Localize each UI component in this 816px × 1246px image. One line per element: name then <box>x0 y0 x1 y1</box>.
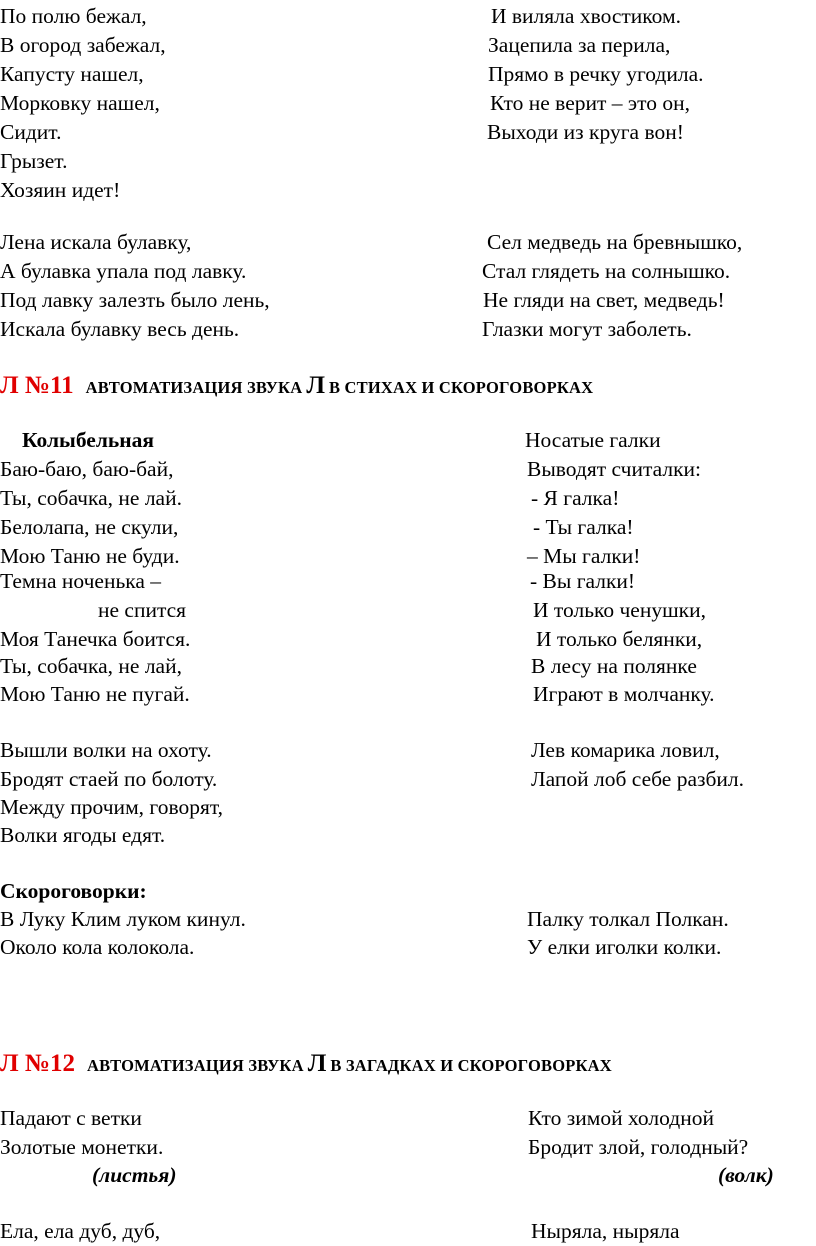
verse-line: Выводят считалки: <box>527 457 701 481</box>
verse-line: Темна ноченька – <box>0 569 162 593</box>
verse-line: Золотые монетки. <box>0 1135 164 1159</box>
section-letter: Л <box>307 1050 327 1077</box>
verse-line: Белолапа, не скули, <box>0 515 179 539</box>
verse-line: В лесу на полянке <box>531 654 697 678</box>
verse-line: Капусту нашел, <box>0 62 144 86</box>
verse-line: Глазки могут заболеть. <box>482 317 692 341</box>
verse-line: И виляла хвостиком. <box>491 4 681 28</box>
section-caption: АВТОМАТИЗАЦИЯ ЗВУКА <box>87 1056 304 1075</box>
verse-line: - Я галка! <box>531 486 620 510</box>
verse-line: Сел медведь на бревнышко, <box>487 230 743 254</box>
section-heading <box>0 1047 612 1084</box>
verse-line: не спится <box>98 598 187 622</box>
verse-line: Прямо в речку угодила. <box>488 62 704 86</box>
verse-line: Под лавку залезть было лень, <box>0 288 270 312</box>
verse-line: Между прочим, говорят, <box>0 795 223 819</box>
verse-line: Мою Таню не буди. <box>0 544 180 568</box>
verse-line: В огород забежал, <box>0 33 166 57</box>
verse-line: Грызет. <box>0 149 68 173</box>
verse-line: У елки иголки колки. <box>527 935 722 959</box>
riddle-answer: (листья) <box>92 1163 177 1187</box>
verse-line: Зацепила за перила, <box>488 33 671 57</box>
verse-line: Не гляди на свет, медведь! <box>483 288 725 312</box>
verse-line: А булавка упала под лавку. <box>0 259 247 283</box>
verse-line: Кто не верит – это он, <box>490 91 690 115</box>
section-caption: В СТИХАХ И СКОРОГОВОРКАХ <box>328 378 594 397</box>
verse-line: Вышли волки на охоту. <box>0 738 212 762</box>
verse-line: И только белянки, <box>536 627 703 651</box>
section-caption: АВТОМАТИЗАЦИЯ ЗВУКА <box>85 378 303 397</box>
tongue-twisters-title: Скороговорки: <box>0 879 147 903</box>
verse-line: – Мы галки! <box>527 544 641 568</box>
verse-line: Выходи из круга вон! <box>487 120 684 144</box>
verse-line: В Луку Клим луком кинул. <box>0 907 246 931</box>
verse-line: Ныряла, ныряла <box>531 1219 680 1243</box>
verse-line: Морковку нашел, <box>0 91 160 115</box>
poem-title: Колыбельная <box>22 428 155 452</box>
verse-line: Ты, собачка, не лай. <box>0 486 182 510</box>
verse-line: Бродят стаей по болоту. <box>0 767 218 791</box>
verse-line: Кто зимой холодной <box>528 1106 714 1130</box>
section-heading <box>0 369 593 406</box>
verse-line: - Ты галка! <box>533 515 634 539</box>
verse-line: Моя Танечка боится. <box>0 627 191 651</box>
section-caption: В ЗАГАДКАХ И СКОРОГОВОРКАХ <box>330 1056 612 1075</box>
verse-line: Ты, собачка, не лай, <box>0 654 182 678</box>
verse-line: - Вы галки! <box>530 569 636 593</box>
verse-line: Баю-баю, баю-бай, <box>0 457 174 481</box>
verse-line: Лапой лоб себе разбил. <box>531 767 745 791</box>
verse-line: Волки ягоды едят. <box>0 823 166 847</box>
verse-line: Падают с ветки <box>0 1106 142 1130</box>
verse-line: По полю бежал, <box>0 4 147 28</box>
verse-line: Сидит. <box>0 120 62 144</box>
verse-line: Бродит злой, голодный? <box>528 1135 749 1159</box>
verse-line: Носатые галки <box>525 428 661 452</box>
verse-line: Палку толкал Полкан. <box>527 907 729 931</box>
verse-line: Мою Таню не пугай. <box>0 682 190 706</box>
verse-line: И только ченушки, <box>533 598 706 622</box>
verse-line: Ела, ела дуб, дуб, <box>0 1219 161 1243</box>
verse-line: Стал глядеть на солнышко. <box>482 259 731 283</box>
section-letter: Л <box>306 372 325 399</box>
verse-line: Лев комарика ловил, <box>531 738 720 762</box>
riddle-answer: (волк) <box>718 1163 774 1187</box>
section-number: Л №11 <box>0 372 74 399</box>
verse-line: Играют в молчанку. <box>533 682 715 706</box>
verse-line: Искала булавку весь день. <box>0 317 240 341</box>
verse-line: Хозяин идет! <box>0 178 121 202</box>
verse-line: Около кола колокола. <box>0 935 195 959</box>
section-number: Л №12 <box>0 1050 75 1077</box>
verse-line: Лена искала булавку, <box>0 230 192 254</box>
